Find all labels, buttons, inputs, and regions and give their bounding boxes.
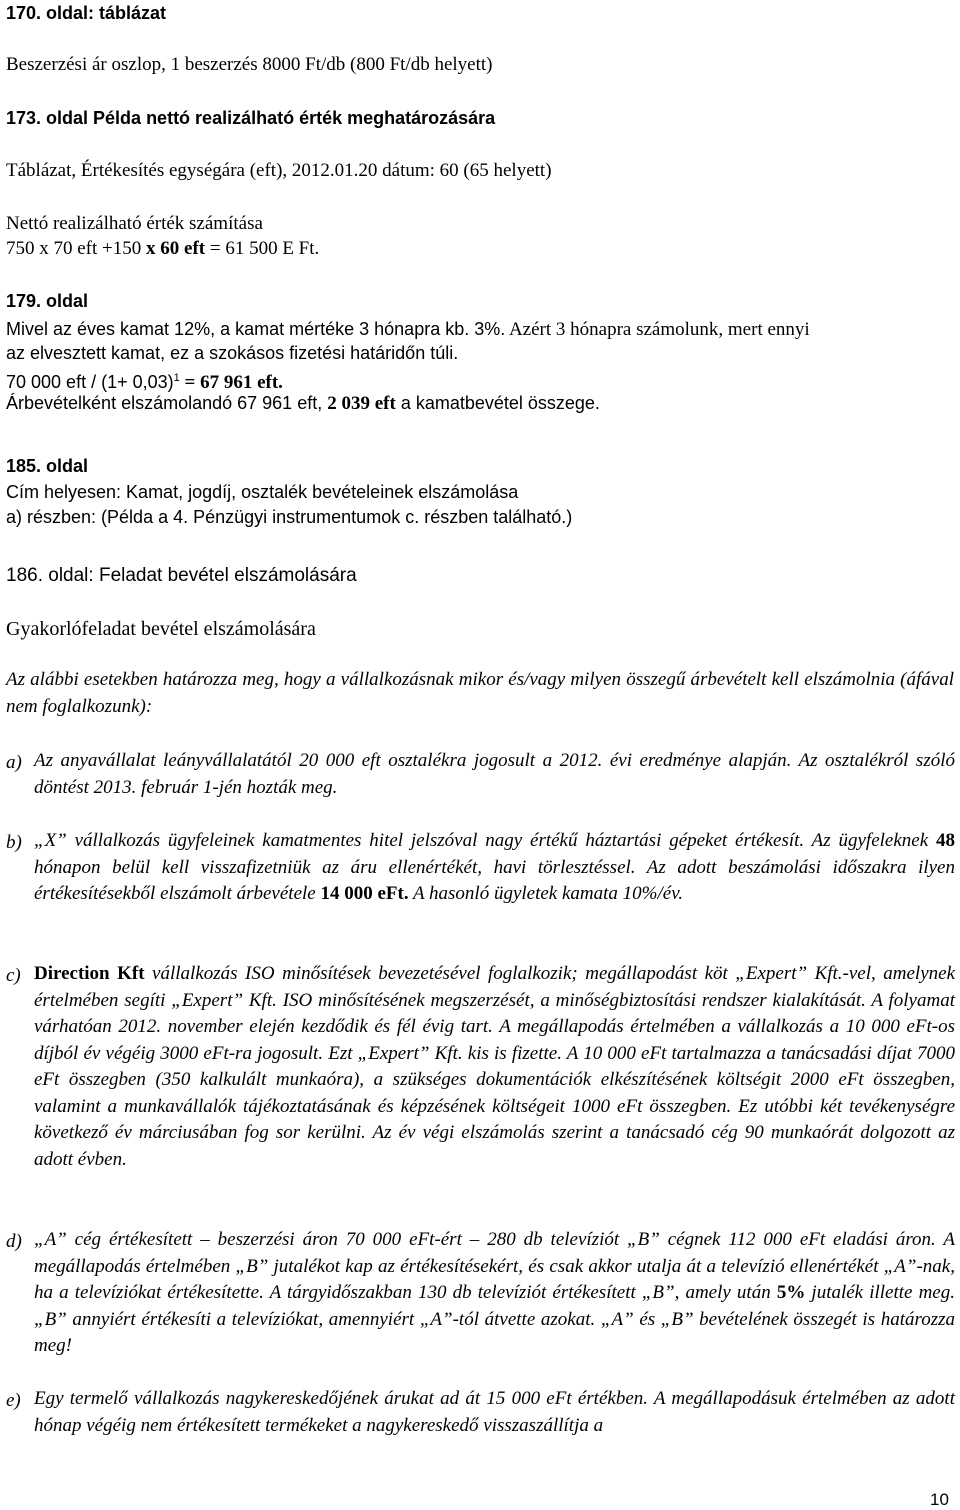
item-d-part2: jutalék illette meg. „B” annyiért értékesíti a televíziókat, amennyiért „A”-tól átvette azokat. „A” és „B” bevételének összegét is határozza meg!	[34, 1282, 955, 1356]
item-a-text: Az anyavállalat leányvállalatától 20 000 eft osztalékra jogosult a 2012. évi eredménye alapján. Az osztalékról szóló döntést 2013. február 1-jén hozták meg.	[34, 750, 955, 798]
text-173-calc	[6, 238, 319, 260]
text-179-line2: az elvesztett kamat, ez a szokásos fizetési határidőn túli.	[6, 343, 459, 363]
page-number: 10	[930, 1490, 949, 1509]
item-b-part3: A hasonló ügyletek kamata 10%/év.	[408, 883, 683, 904]
text-173-calc-part3: = 61 500 E Ft.	[205, 238, 320, 259]
item-c-label: c)	[6, 965, 21, 986]
item-d-bold-pct: 5%	[776, 1282, 806, 1303]
item-b-bold-months: 48	[936, 830, 955, 851]
item-e-text: Egy termelő vállalkozás nagykereskedőjének árukat ad át 15 000 eFt értékben. A megállapodásuk értelmében az adott hónap végéig nem értékesített termékeket a nagykereskedő visszaszállítja a	[34, 1388, 955, 1436]
text-179-line1a: Mivel az éves kamat 12%, a kamat mértéke 3 hónapra kb. 3%.	[6, 319, 506, 339]
text-179-revenue	[6, 392, 600, 415]
heading-page-170: 170. oldal: táblázat	[6, 3, 167, 23]
item-a-label: a)	[6, 752, 22, 773]
item-b-label: b)	[6, 832, 22, 853]
text-185-note: a) részben: (Példa a 4. Pénzügyi instrumentumok c. részben található.)	[6, 507, 573, 527]
text-173-calc-bold: x 60 eft	[146, 238, 206, 259]
text-179-revenue-a: Árbevételként elszámolandó 67 961 eft,	[6, 393, 328, 413]
text-173-calc-part1: 750 x 70 eft +150	[6, 238, 147, 259]
item-d-label: d)	[6, 1231, 22, 1252]
item-d-text	[34, 1227, 955, 1360]
heading-page-186: 186. oldal: Feladat bevétel elszámolására	[6, 565, 357, 586]
text-185-title: Cím helyesen: Kamat, jogdíj, osztalék bevételeinek elszámolása	[6, 482, 519, 502]
exercise-intro: Az alábbi esetekben határozza meg, hogy a vállalkozásnak mikor és/vagy milyen összegű árbevételt kell elszámolnia (áfával nem foglalkozunk):	[6, 669, 954, 717]
item-c-text	[34, 961, 955, 1173]
item-b-bold-amount: 14 000 eFt.	[320, 883, 409, 904]
text-179-revenue-bold: 2 039 eft	[327, 393, 396, 414]
text-179-line1	[6, 318, 810, 341]
item-c-body: vállalkozás ISO minősítések bevezetésével foglalkozik; megállapodást köt „Expert” Kft.-vel, amelynek értelmében segíti „Expert” Kft. ISO minősítésének megszerzését, a minőségbiztosítási rendszer kialakítását. A folyamat várhatóan 2012. november elején kezdődik és fél évig tart. A megállapodás értelmében a vállalkozás a 10 000 eFt-os díjból év végéig 3000 eFt-ra jogosult. Ezt „Expert” Kft. kis is fizette. A 10 000 eFt tartalmazza a tanácsadási díjat 7000 eFt összegben (350 kalkulált munkaóra), a szükséges dokumentációk elkészítésének költségit 2000 eFt összegben, valamint a munkavállalók tájékoztatásának és képzésének költségeit 1000 eFt összegben. Ez utóbbi két tevékenységre következő év márciusában fog sor kerülni. Az év végi elszámolás szerint a tanácsadó cég 90 munkaórát dolgozott az adott évben.	[34, 963, 955, 1170]
item-b-text	[34, 828, 955, 908]
text-179-formula-a: 70 000 eft / (1+ 0,03)	[6, 372, 174, 392]
item-e-label: e)	[6, 1390, 21, 1411]
heading-page-179: 179. oldal	[6, 291, 89, 311]
item-b-part1: „X” vállalkozás ügyfeleinek kamatmentes hitel jelszóval nagy értékű háztartási gépeket értékesít. Az ügyfeleknek	[34, 830, 936, 851]
item-c-company: Direction Kft	[34, 963, 145, 984]
heading-page-173: 173. oldal Példa nettó realizálható érték meghatározására	[6, 108, 496, 128]
text-179-revenue-c: a kamatbevétel összege.	[395, 393, 600, 413]
text-179-formula-exp: 1	[173, 372, 180, 384]
text-173-calc-title: Nettó realizálható érték számítása	[6, 213, 263, 234]
text-170-correction: Beszerzési ár oszlop, 1 beszerzés 8000 Ft/db (800 Ft/db helyett)	[6, 54, 493, 75]
item-d-part1: „A” cég értékesített – beszerzési áron 70 000 eFt-ért – 280 db televíziót „B” cégnek 112 000 eFt eladási áron. A megállapodás értelmében „B” jutalékot kap az értékesítésekért, és csak akkor utalja át a televízió ellenértékét „A”-nak, ha a televíziókat értékesítette. A tárgyidőszakban 130 db televíziót értékesített „B”, amely után	[34, 1229, 955, 1303]
exercise-title: Gyakorlófeladat bevétel elszámolására	[6, 618, 316, 640]
heading-page-185: 185. oldal	[6, 456, 89, 476]
text-179-formula-result: = 67 961 eft.	[179, 372, 283, 393]
text-179-line1b: Azért 3 hónapra számolunk, mert ennyi	[505, 319, 810, 340]
text-179-formula	[6, 367, 283, 394]
text-173-table: Táblázat, Értékesítés egységára (eft), 2012.01.20 dátum: 60 (65 helyett)	[6, 160, 552, 181]
item-b-part2: hónapon belül kell visszafizetniük az áru ellenértékét, havi törlesztéssel. Az adott beszámolási időszakra ilyen értékesítésekből elszámolt árbevétele	[34, 856, 955, 904]
